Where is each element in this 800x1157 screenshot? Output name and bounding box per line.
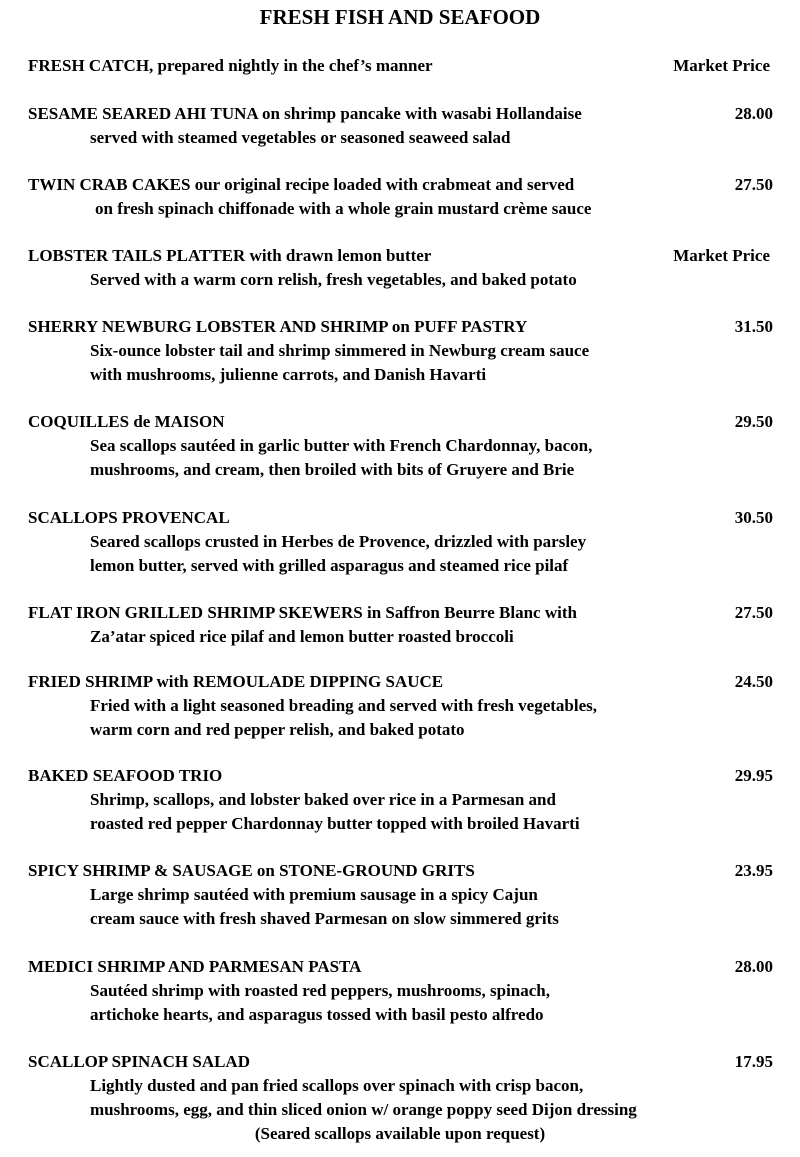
item-name: LOBSTER TAILS PLATTER with drawn lemon butter	[28, 246, 432, 265]
item-price: 28.00	[734, 104, 773, 123]
item-description: Large shrimp sautéed with premium sausage in a spicy Cajun	[90, 885, 538, 904]
item-name: MEDICI SHRIMP AND PARMESAN PASTA	[28, 957, 362, 976]
item-description: roasted red pepper Chardonnay butter topped with broiled Havarti	[90, 814, 580, 833]
item-description: Lightly dusted and pan fried scallops over spinach with crisp bacon,	[90, 1076, 584, 1095]
item-name: SCALLOPS PROVENCAL	[28, 508, 230, 527]
item-description: cream sauce with fresh shaved Parmesan on slow simmered grits	[90, 909, 559, 928]
item-description: mushrooms, and cream, then broiled with bits of Gruyere and Brie	[90, 460, 575, 479]
item-price: 23.95	[734, 861, 773, 880]
item-name: BAKED SEAFOOD TRIO	[28, 766, 223, 785]
item-description: Six-ounce lobster tail and shrimp simmered in Newburg cream sauce	[90, 341, 590, 360]
item-price: 24.50	[734, 672, 773, 691]
item-price: 28.00	[734, 957, 773, 976]
item-description: Fried with a light seasoned breading and served with fresh vegetables,	[90, 696, 598, 715]
item-name: SHERRY NEWBURG LOBSTER AND SHRIMP on PUFF PASTRY	[28, 317, 528, 336]
item-description: with mushrooms, julienne carrots, and Danish Havarti	[90, 365, 487, 384]
item-description: on fresh spinach chiffonade with a whole grain mustard crème sauce	[95, 199, 592, 218]
menu-title: FRESH FISH AND SEAFOOD	[259, 5, 541, 29]
item-price: 30.50	[734, 508, 773, 527]
item-name: TWIN CRAB CAKES our original recipe loaded with crabmeat and served	[28, 175, 575, 194]
item-description: Sea scallops sautéed in garlic butter with French Chardonnay, bacon,	[90, 436, 593, 455]
item-price: 31.50	[734, 317, 773, 336]
item-price: Market Price	[673, 56, 770, 75]
item-description: Seared scallops crusted in Herbes de Provence, drizzled with parsley	[90, 532, 587, 551]
item-name: SPICY SHRIMP & SAUSAGE on STONE-GROUND GRITS	[28, 861, 475, 880]
item-price: 17.95	[734, 1052, 773, 1071]
item-name: FRIED SHRIMP with REMOULADE DIPPING SAUCE	[28, 672, 444, 691]
item-name: COQUILLES de MAISON	[28, 412, 225, 431]
item-description: served with steamed vegetables or seasoned seaweed salad	[90, 128, 511, 147]
item-price: 29.95	[734, 766, 773, 785]
item-name: FRESH CATCH, prepared nightly in the chef’s manner	[28, 56, 433, 75]
item-description: mushrooms, egg, and thin sliced onion w/ orange poppy seed Dijon dressing	[90, 1100, 637, 1119]
item-name: SCALLOP SPINACH SALAD	[28, 1052, 250, 1071]
item-description: warm corn and red pepper relish, and baked potato	[90, 720, 465, 739]
item-name: FLAT IRON GRILLED SHRIMP SKEWERS in Saffron Beurre Blanc with	[28, 603, 577, 622]
footnote: (Seared scallops available upon request)	[254, 1124, 546, 1143]
item-description: Za’atar spiced rice pilaf and lemon butter roasted broccoli	[90, 627, 514, 646]
item-description: Shrimp, scallops, and lobster baked over rice in a Parmesan and	[90, 790, 556, 809]
item-description: lemon butter, served with grilled asparagus and steamed rice pilaf	[90, 556, 569, 575]
item-name: SESAME SEARED AHI TUNA on shrimp pancake with wasabi Hollandaise	[28, 104, 582, 123]
item-price: 29.50	[734, 412, 773, 431]
item-description: artichoke hearts, and asparagus tossed with basil pesto alfredo	[90, 1005, 544, 1024]
item-price: 27.50	[734, 175, 773, 194]
item-price: Market Price	[673, 246, 770, 265]
item-description: Sautéed shrimp with roasted red peppers, mushrooms, spinach,	[90, 981, 551, 1000]
item-description: Served with a warm corn relish, fresh vegetables, and baked potato	[90, 270, 577, 289]
item-price: 27.50	[734, 603, 773, 622]
